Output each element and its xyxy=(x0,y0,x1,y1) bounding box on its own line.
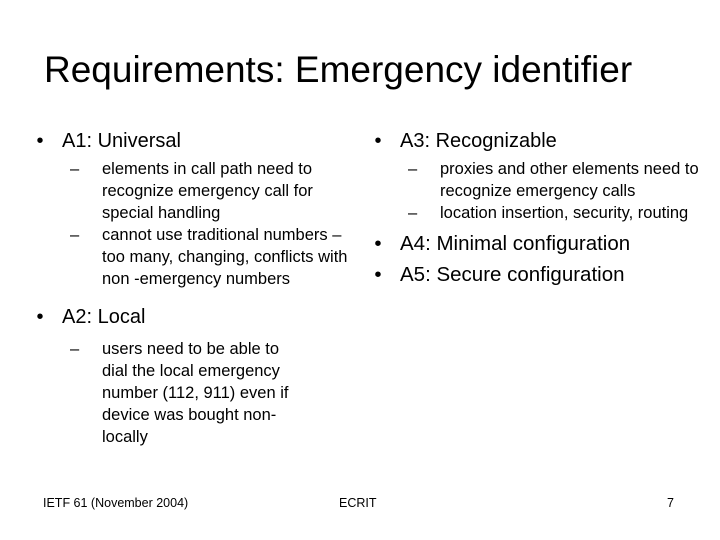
bullet-a1 xyxy=(30,128,360,154)
dash-marker: – xyxy=(70,226,80,244)
a3-sub-item xyxy=(368,158,708,202)
dash-marker: – xyxy=(408,204,418,222)
page-number: 7 xyxy=(667,496,674,510)
footer-title: ECRIT xyxy=(339,496,377,510)
a3-sub-text: location insertion, security, routing xyxy=(440,204,689,222)
bullet-dot: • xyxy=(36,130,44,152)
a3-sub-list xyxy=(368,158,708,224)
bullet-dot: • xyxy=(374,130,382,152)
bullet-a3-heading: A3: Recognizable xyxy=(400,130,557,152)
a3-sub-text: proxies and other elements need to recognize emergency calls xyxy=(440,160,699,200)
a1-sub-list xyxy=(30,158,360,290)
bullet-a4-heading: A4: Minimal configuration xyxy=(400,232,631,255)
a3-sub-item xyxy=(368,202,708,224)
footer-conference: IETF 61 (November 2004) xyxy=(43,496,189,510)
bullet-dot: • xyxy=(374,263,382,286)
a2-sub-text: users need to be able to dial the local emergency number (112, 911) even if device was bought non-locally xyxy=(102,340,289,446)
bullet-dot: • xyxy=(374,232,382,255)
a1-sub-item xyxy=(30,158,360,224)
right-column xyxy=(368,128,708,290)
a2-sub-item xyxy=(30,338,292,448)
a1-sub-item xyxy=(30,224,360,290)
a2-sub-list xyxy=(30,338,360,448)
dash-marker: – xyxy=(70,160,80,178)
dash-marker: – xyxy=(408,160,418,178)
left-column xyxy=(30,128,360,448)
dash-marker: – xyxy=(70,340,80,358)
bullet-a2 xyxy=(30,304,360,330)
a1-sub-text: cannot use traditional numbers – too many, changing, conflicts with non -emergency numbers xyxy=(102,226,348,288)
bullet-a5 xyxy=(368,259,708,290)
slide-title: Requirements: Emergency identifier xyxy=(44,49,633,90)
bullet-a3 xyxy=(368,128,708,154)
bullet-a1-heading: A1: Universal xyxy=(62,130,181,152)
bullet-a2-heading: A2: Local xyxy=(62,306,146,328)
a1-sub-text: elements in call path need to recognize emergency call for special handling xyxy=(102,160,313,222)
bullet-a4 xyxy=(368,228,708,259)
bullet-dot: • xyxy=(36,306,44,328)
bullet-a5-heading: A5: Secure configuration xyxy=(400,263,625,286)
